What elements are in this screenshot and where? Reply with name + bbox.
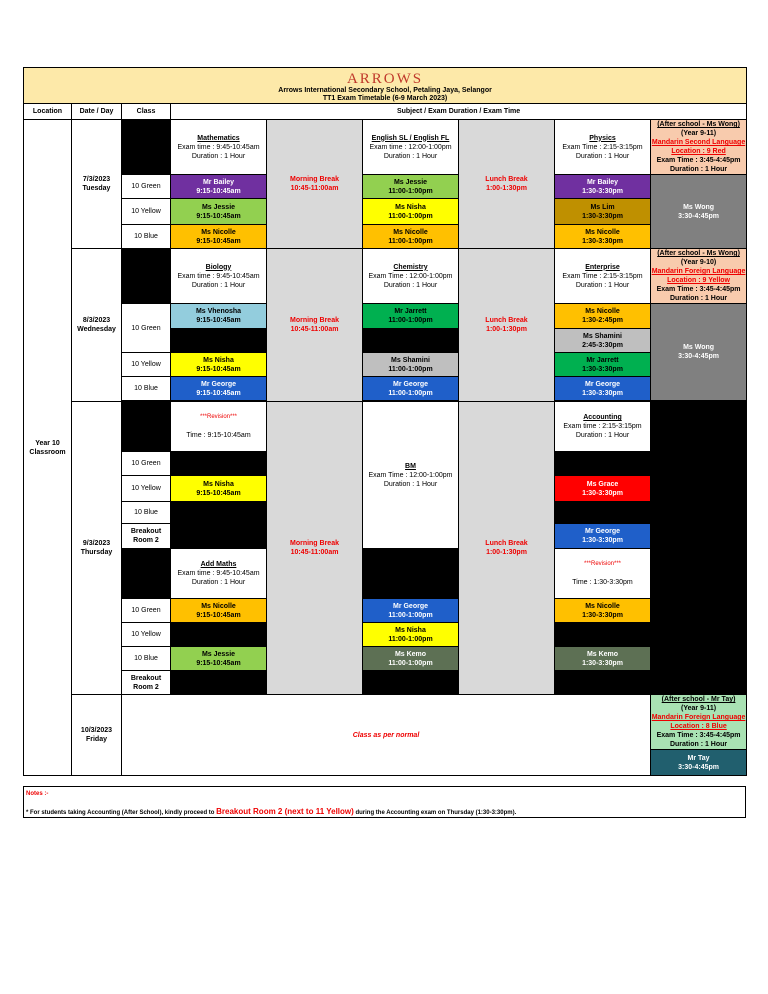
slot-cell: Ms Nicolle 9:15-10:45am [171, 225, 267, 249]
school-name: Arrows International Secondary School, Petaling Jaya, Selangor [278, 86, 492, 94]
class-10-blue: 10 Blue [122, 377, 171, 401]
slot-cell: Ms Grace 1:30-3:30pm [555, 476, 651, 502]
subject-english: English SL / English FL Exam time : 12:00-1:00pm Duration : 1 Hour [363, 120, 459, 175]
slot-cell: Mr George 11:00-1:00pm [363, 377, 459, 401]
lunch-break: Lunch Break 1:00-1:30pm [459, 120, 555, 249]
class-10-yellow: 10 Yellow [122, 199, 171, 225]
slot-cell: Ms Kemo 1:30-3:30pm [555, 647, 651, 671]
subject-biology: Biology Exam time : 9:45-10:45am Duration : 1 Hour [171, 249, 267, 304]
after-school-friday: (After school - Mr Tay) (Year 9-11) Mandarin Foreign Language Location : 8 Blue Exam Time : 3:45-4:45pm Duration : 1 Hour [651, 696, 746, 748]
slot-cell: Ms Lim 1:30-3:30pm [555, 199, 651, 225]
slot-cell: Ms Nisha 11:00-1:00pm [363, 623, 459, 647]
slot-cell: Mr Jarrett 11:00-1:00pm [363, 304, 459, 329]
slot-cell: Ms Shamini 11:00-1:00pm [363, 353, 459, 377]
class-as-normal: Class as per normal [122, 695, 651, 776]
school-logo: ARROWS [346, 70, 424, 87]
ms-wong-slot: Ms Wong 3:30-4:45pm [651, 304, 747, 401]
class-breakout-room-2: Breakout Room 2 [122, 671, 171, 695]
slot-cell: Ms Kemo 11:00-1:00pm [363, 647, 459, 671]
slot-cell: Mr George 1:30-3:30pm [555, 377, 651, 401]
class-10-yellow: 10 Yellow [122, 353, 171, 377]
revision-afternoon: ***Revision*** Time : 1:30-3:30pm [555, 549, 651, 599]
class-10-yellow: 10 Yellow [122, 623, 171, 647]
location-cell: Year 10 Classroom [24, 120, 72, 776]
date-tuesday: 7/3/2023 Tuesday [72, 120, 122, 249]
class-10-green: 10 Green [122, 304, 171, 353]
slot-cell: Ms Nicolle 9:15-10:45am [171, 599, 267, 623]
timetable-title: TT1 Exam Timetable (6-9 March 2023) [322, 94, 448, 102]
col-subject: Subject / Exam Duration / Exam Time [171, 104, 747, 120]
slot-cell: Ms Nicolle 1:30-3:30pm [555, 225, 651, 249]
notes-box [23, 786, 746, 818]
date-wednesday: 8/3/2023 Wednesday [72, 249, 122, 402]
class-10-blue: 10 Blue [122, 502, 171, 524]
date-friday: 10/3/2023 Friday [72, 695, 122, 776]
class-10-green: 10 Green [122, 175, 171, 199]
after-school-wednesday: (After school - Ms Wong) (Year 9-10) Mandarin Foreign Language Location : 9 Yellow Exam Time : 3:45-4:45pm Duration : 1 Hour [651, 250, 746, 302]
slot-cell: Ms Nisha 11:00-1:00pm [363, 199, 459, 225]
subject-mathematics: Mathematics Exam time : 9:45-10:45am Duration : 1 Hour [171, 120, 267, 175]
slot-cell: Mr George 11:00-1:00pm [363, 599, 459, 623]
subject-accounting: Accounting Exam time : 2:15-3:15pm Duration : 1 Hour [555, 402, 651, 452]
slot-cell: Mr Jarrett 1:30-3:30pm [555, 353, 651, 377]
subject-chemistry: Chemistry Exam Time : 12:00-1:00pm Duration : 1 Hour [363, 249, 459, 304]
slot-cell: Ms Jessie 9:15-10:45am [171, 647, 267, 671]
slot-cell: Mr Bailey 1:30-3:30pm [555, 175, 651, 199]
revision-morning: ***Revision*** Time : 9:15-10:45am [171, 402, 267, 452]
ms-wong-slot: Ms Wong 3:30-4:45pm [651, 175, 747, 249]
slot-cell: Ms Nicolle 11:00-1:00pm [363, 225, 459, 249]
class-10-green: 10 Green [122, 452, 171, 476]
morning-break: Morning Break 10:45-11:00am [267, 249, 363, 402]
class-breakout-room-2: Breakout Room 2 [122, 524, 171, 549]
slot-cell: Ms Nicolle 1:30-2:45pm [555, 304, 651, 329]
col-location: Location [24, 104, 72, 120]
slot-cell: Ms Jessie 9:15-10:45am [171, 199, 267, 225]
notes-line: * For students taking Accounting (After School), kindly proceed to Breakout Room 2 (next to 11 Yellow) during the Accounting exam on Thursday (1:30-3:30pm). [26, 807, 517, 816]
slot-cell: Ms Shamini 2:45-3:30pm [555, 329, 651, 353]
lunch-break: Lunch Break 1:00-1:30pm [459, 249, 555, 402]
after-school-tuesday: (After school - Ms Wong) (Year 9-11) Mandarin Second Language Location : 9 Red Exam Time : 3:45-4:45pm Duration : 1 Hour [651, 121, 746, 173]
slot-cell: Mr George 1:30-3:30pm [555, 524, 651, 549]
subject-bm: BM Exam Time : 12:00-1:00pm Duration : 1 Hour [363, 402, 459, 549]
slot-cell: Ms Nicolle 1:30-3:30pm [555, 599, 651, 623]
slot-cell: Ms Jessie 11:00-1:00pm [363, 175, 459, 199]
morning-break: Morning Break 10:45-11:00am [267, 402, 363, 695]
class-10-blue: 10 Blue [122, 647, 171, 671]
slot-cell: Mr Bailey 9:15-10:45am [171, 175, 267, 199]
slot-cell: Ms Nisha 9:15-10:45am [171, 353, 267, 377]
date-thursday: 9/3/2023 Thursday [72, 402, 122, 695]
subject-add-maths: Add Maths Exam time : 9:45-10:45am Duration : 1 Hour [171, 549, 267, 599]
exam-timetable [23, 67, 747, 776]
class-10-green: 10 Green [122, 599, 171, 623]
lunch-break: Lunch Break 1:00-1:30pm [459, 402, 555, 695]
col-date: Date / Day [72, 104, 122, 120]
notes-title: Notes :- [26, 791, 49, 797]
class-10-yellow: 10 Yellow [122, 476, 171, 502]
subject-physics: Physics Exam Time : 2:15-3:15pm Duration : 1 Hour [555, 120, 651, 175]
slot-cell: Mr George 9:15-10:45am [171, 377, 267, 401]
morning-break: Morning Break 10:45-11:00am [267, 120, 363, 249]
col-class: Class [122, 104, 171, 120]
subject-enterprise: Enterprise Exam Time : 2:15-3:15pm Duration : 1 Hour [555, 249, 651, 304]
timetable-header [24, 68, 747, 104]
slot-cell: Ms Vhenosha 9:15-10:45am [171, 304, 267, 329]
class-10-blue: 10 Blue [122, 225, 171, 249]
mr-tay-slot: Mr Tay 3:30-4:45pm [651, 750, 747, 776]
slot-cell: Ms Nisha 9:15-10:45am [171, 476, 267, 502]
